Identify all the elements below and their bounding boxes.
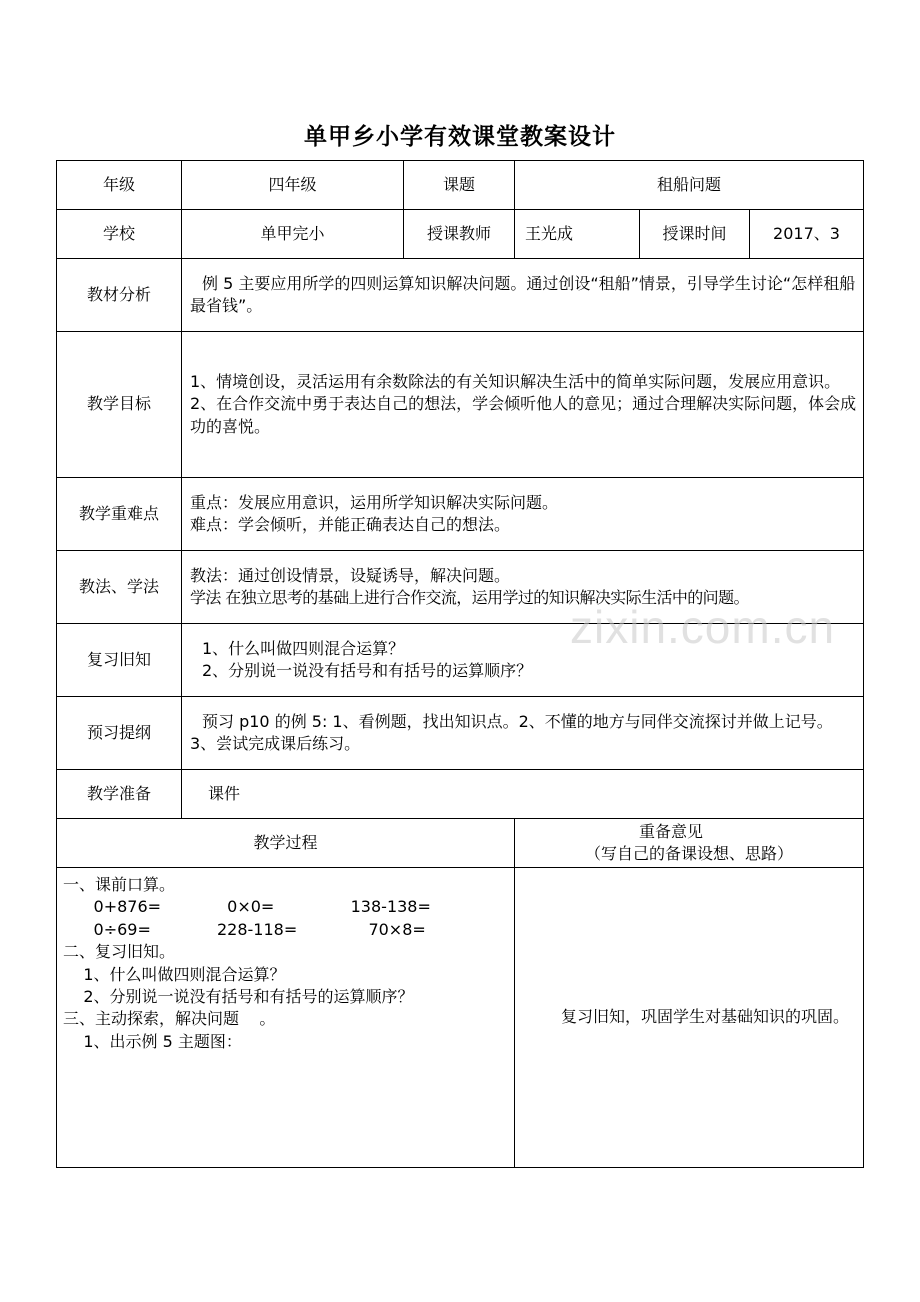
process-line: 0÷69= 228-118= 70×8= bbox=[63, 919, 426, 939]
grade-value: 四年级 bbox=[182, 161, 404, 210]
process-line: 2、分别说一说没有括号和有括号的运算顺序？ bbox=[63, 986, 414, 1006]
row-preview bbox=[57, 697, 864, 770]
preview-label: 预习提纲 bbox=[57, 697, 182, 770]
goal-item: 1、情境创设，灵活运用有余数除法的有关知识解决生活中的简单实际问题，发展应用意识。 bbox=[190, 371, 841, 391]
process-line: 一、课前口算。 bbox=[63, 875, 176, 894]
process-header: 教学过程 bbox=[57, 819, 515, 868]
preview-text: 预习 p10 的例 5: 1、看例题，找出知识点。2、不懂的地方与同伴交流探讨并做上记号。3、尝试完成课后练习。 bbox=[190, 711, 833, 753]
page-title: 单甲乡小学有效课堂教案设计 bbox=[304, 124, 616, 150]
teacher-label: 授课教师 bbox=[404, 210, 515, 259]
prep-label: 教学准备 bbox=[57, 770, 182, 819]
review-item: 2、分别说一说没有括号和有括号的运算顺序？ bbox=[202, 661, 533, 680]
row-grade-topic bbox=[57, 161, 864, 210]
process-line: 0+876= 0×0= 138-138= bbox=[63, 897, 431, 917]
process-line: 1、什么叫做四则混合运算？ bbox=[63, 964, 286, 984]
notes-subheader: （写自己的备课设想、思路） bbox=[584, 844, 793, 863]
goal-item: 2、在合作交流中勇于表达自己的想法，学会倾听他人的意见；通过合理解决实际问题，体会成功的喜悦。 bbox=[190, 394, 857, 436]
row-analysis bbox=[57, 259, 864, 332]
time-value: 2017、3 bbox=[750, 210, 864, 259]
row-key-points bbox=[57, 478, 864, 551]
process-line: 二、复习旧知。 bbox=[63, 942, 176, 962]
key-points-label: 教学重难点 bbox=[57, 478, 182, 551]
row-goals bbox=[57, 332, 864, 478]
school-value: 单甲完小 bbox=[182, 210, 404, 259]
notes-header: 重备意见 bbox=[638, 821, 703, 841]
method-item: 教法：通过创设情景，设疑诱导，解决问题。 bbox=[190, 565, 511, 585]
key-point-item: 重点：发展应用意识，运用所学知识解决实际问题。 bbox=[190, 492, 559, 512]
row-review bbox=[57, 624, 864, 697]
process-line: 1、出示例 5 主题图： bbox=[63, 1031, 242, 1051]
row-prep bbox=[57, 770, 864, 819]
review-item: 1、什么叫做四则混合运算？ bbox=[202, 638, 405, 658]
methods-label: 教法、学法 bbox=[57, 551, 182, 624]
analysis-label: 教材分析 bbox=[57, 259, 182, 332]
key-point-item: 难点：学会倾听，并能正确表达自己的想法。 bbox=[190, 515, 511, 534]
time-label: 授课时间 bbox=[640, 210, 750, 259]
topic-label: 课题 bbox=[404, 161, 515, 210]
row-process-header bbox=[57, 819, 864, 868]
goals-label: 教学目标 bbox=[57, 332, 182, 478]
review-label: 复习旧知 bbox=[57, 624, 182, 697]
analysis-text: 例 5 主要应用所学的四则运算知识解决问题。通过创设“租船”情景，引导学生讨论“怎样租船最省钱”。 bbox=[190, 273, 856, 315]
row-methods bbox=[57, 551, 864, 624]
watermark: zixin.com.cn bbox=[570, 601, 836, 653]
grade-label: 年级 bbox=[57, 161, 182, 210]
lesson-plan-table bbox=[56, 160, 864, 1168]
process-note: 复习旧知，巩固学生对基础知识的巩固。 bbox=[515, 868, 864, 1168]
process-line: 三、主动探索，解决问题 。 bbox=[63, 1009, 276, 1029]
process-content bbox=[57, 868, 515, 1168]
school-label: 学校 bbox=[57, 210, 182, 259]
teacher-value: 王光成 bbox=[515, 210, 640, 259]
prep-value: 课件 bbox=[182, 770, 864, 819]
method-item: 学法 在独立思考的基础上进行合作交流，运用学过的知识解决实际生活中的问题。 bbox=[190, 588, 749, 607]
topic-value: 租船问题 bbox=[515, 161, 864, 210]
row-process-body bbox=[57, 868, 864, 1168]
row-school-teacher bbox=[57, 210, 864, 259]
